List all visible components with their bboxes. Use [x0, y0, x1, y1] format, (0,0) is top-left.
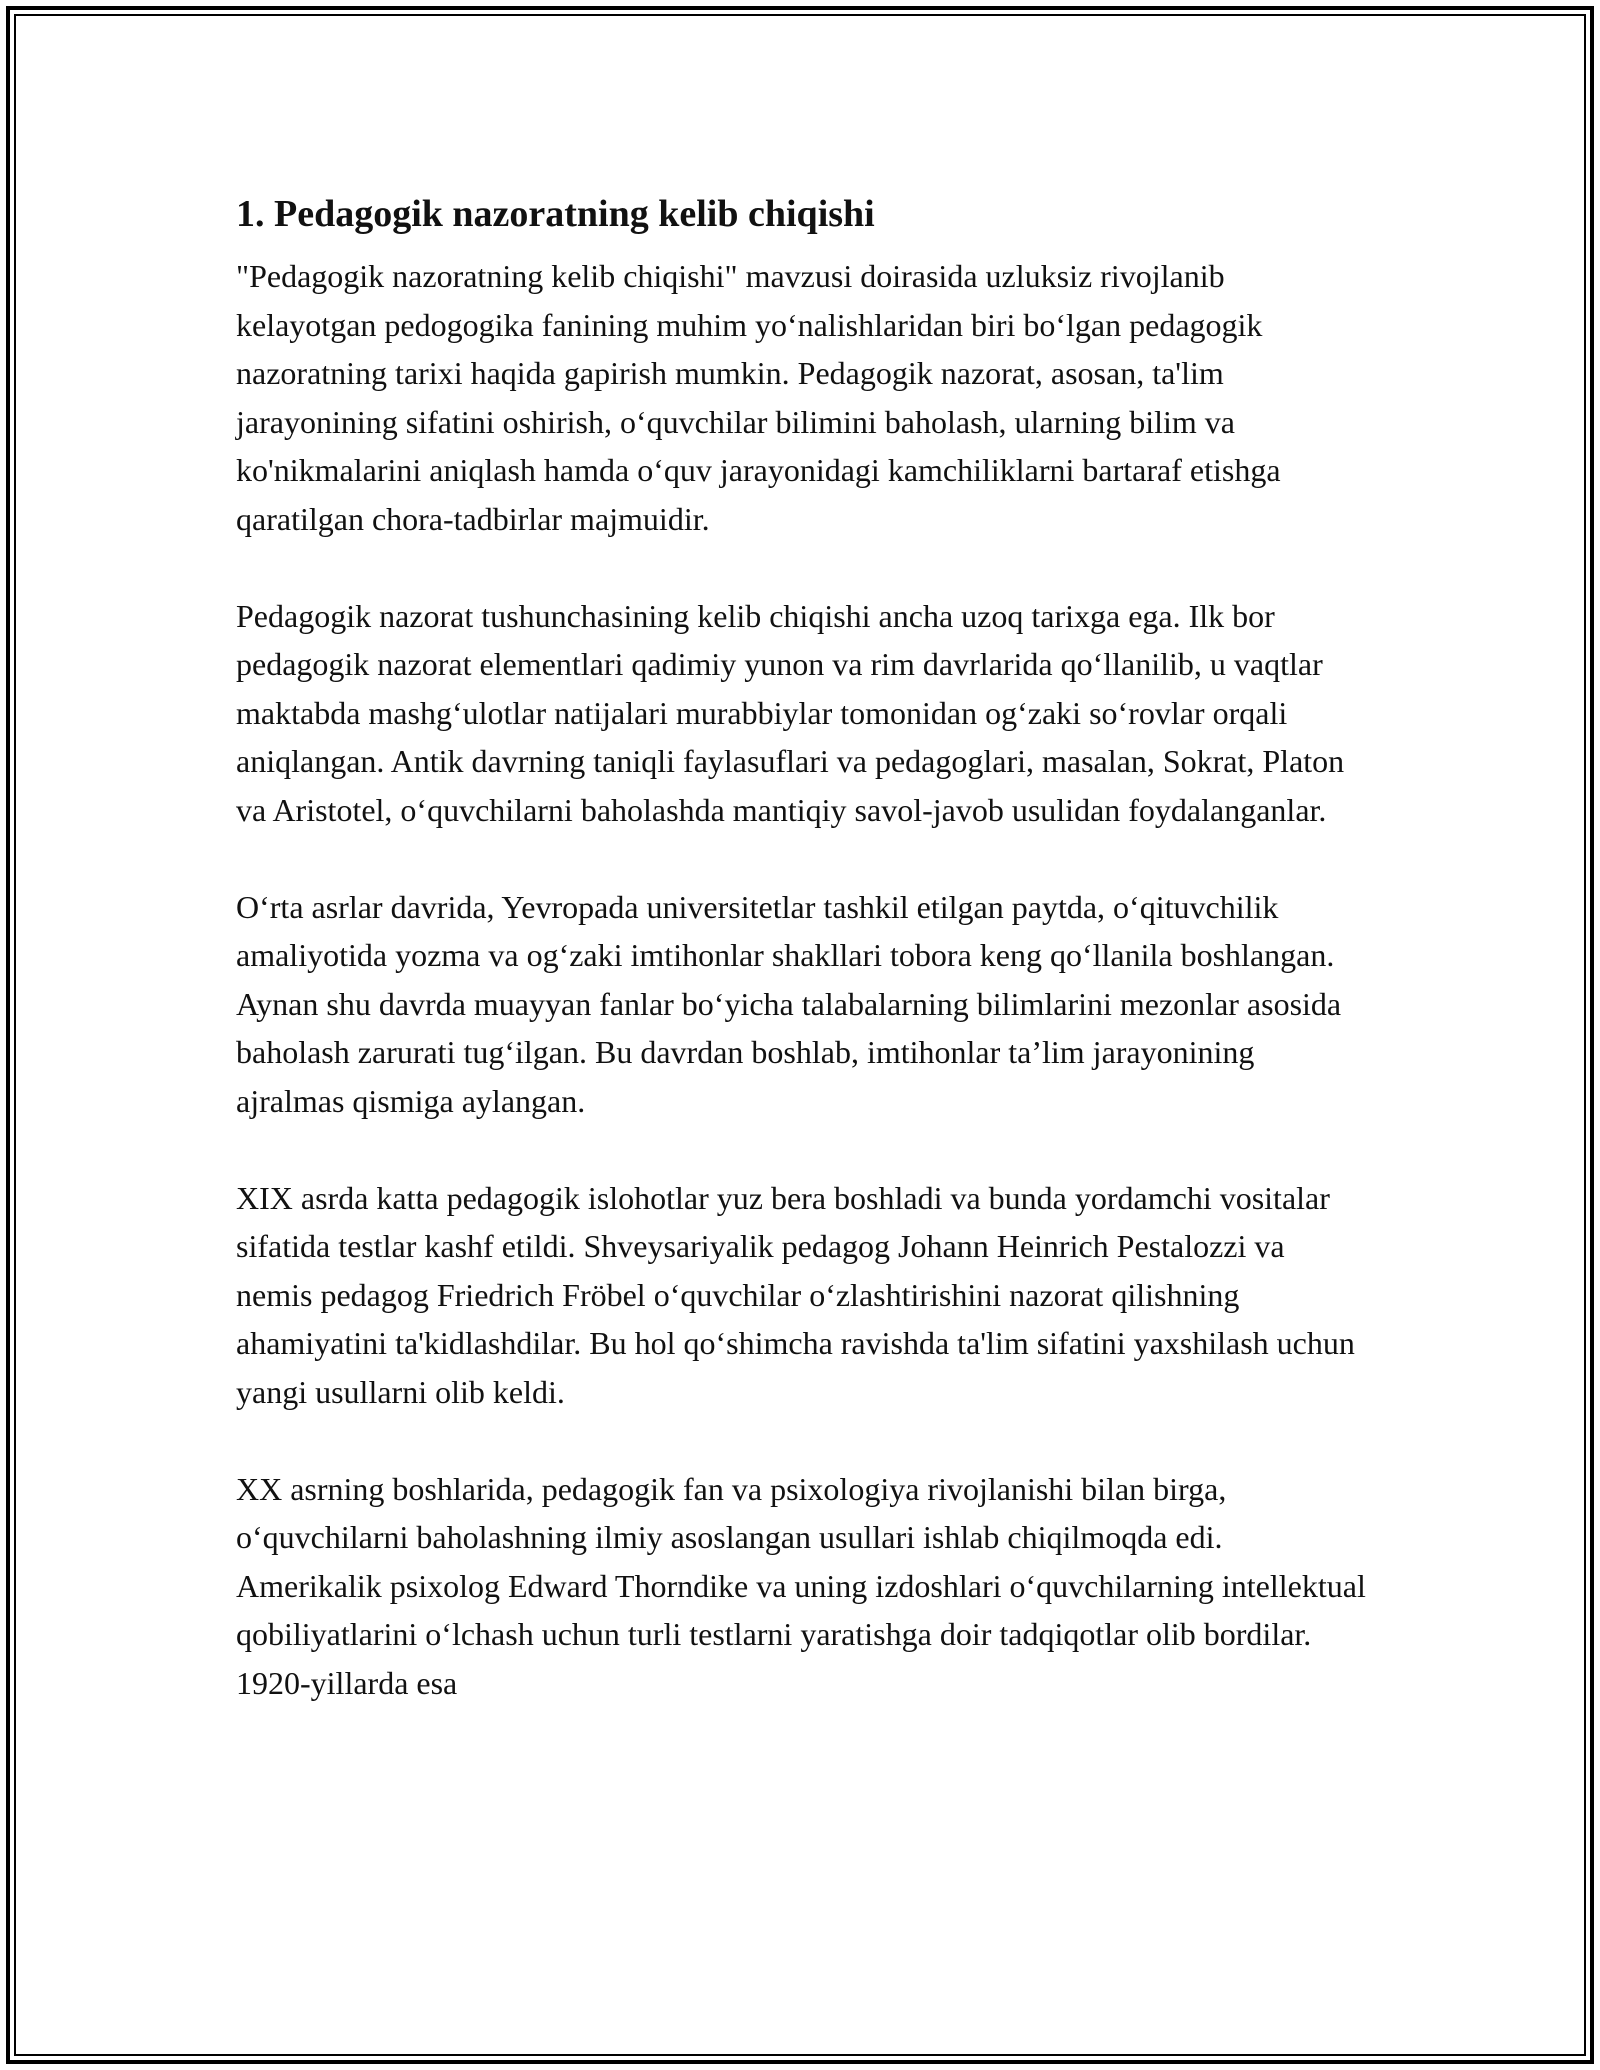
paragraph-xx-century: XX asrning boshlarida, pedagogik fan va psixologiya rivojlanishi bilan birga, o‘quvchilarni baholashning ilmiy asoslangan usullari ishlab chiqilmoqda edi. Amerikalik psixolog Edward Thorndike va uning izdoshlari o‘quvchilarning intellektual qobiliyatlarini o‘lchash uchun turli testlarni yaratishga doir tadqiqotlar olib bordilar. 1920-yillarda esa [236, 1470, 1366, 1701]
section-heading: 1. Pedagogik nazoratning kelib chiqishi [236, 193, 875, 235]
paragraph-ancient-origins: Pedagogik nazorat tushunchasining kelib chiqishi ancha uzoq tarixga ega. Ilk bor pedagogik nazorat elementlari qadimiy yunon va rim davrlarida qo‘llanilib, u vaqtlar maktabda mashg‘ulotlar natijalari murabbiylar tomonidan og‘zaki so‘rovlar orqali aniqlangan. Antik davrning taniqli faylasuflari va pedagoglari, masalan, Sokrat, Platon va Aristotel, o‘quvchilarni baholashda mantiqiy savol-javob usulidan foydalanganlar. [236, 597, 1345, 828]
document-body [236, 186, 1366, 1707]
paragraph-intro: "Pedagogik nazoratning kelib chiqishi" mavzusi doirasida uzluksiz rivojlanib kelayotgan pedogogika fanining muhim yo‘nalishlaridan biri bo‘lgan pedagogik nazoratning tarixi haqida gapirish mumkin. Pedagogik nazorat, asosan, ta'lim jarayonining sifatini oshirish, o‘quvchilar bilimini baholash, ularning bilim va ko'nikmalarini aniqlash hamda o‘quv jarayonidagi kamchiliklarni bartaraf etishga qaratilgan chora-tadbirlar majmuidir. [236, 258, 1281, 537]
paragraph-middle-ages: O‘rta asrlar davrida, Yevropada universitetlar tashkil etilgan paytda, o‘qituvchilik amaliyotida yozma va og‘zaki imtihonlar shakllari tobora keng qo‘llanila boshlangan. Aynan shu davrda muayyan fanlar bo‘yicha talabalarning bilimlarini mezonlar asosida baholash zarurati tug‘ilgan. Bu davrdan boshlab, imtihonlar ta’lim jarayonining ajralmas qismiga aylangan. [236, 888, 1342, 1119]
paragraph-xix-century: XIX asrda katta pedagogik islohotlar yuz bera boshladi va bunda yordamchi vositalar sifatida testlar kashf etildi. Shveysariyalik pedagog Johann Heinrich Pestalozzi va nemis pedagog Friedrich Fröbel o‘quvchilar o‘zlashtirishini nazorat qilishning ahamiyatini ta'kidlashdilar. Bu hol qo‘shimcha ravishda ta'lim sifatini yaxshilash uchun yangi usullarni olib keldi. [236, 1179, 1355, 1410]
